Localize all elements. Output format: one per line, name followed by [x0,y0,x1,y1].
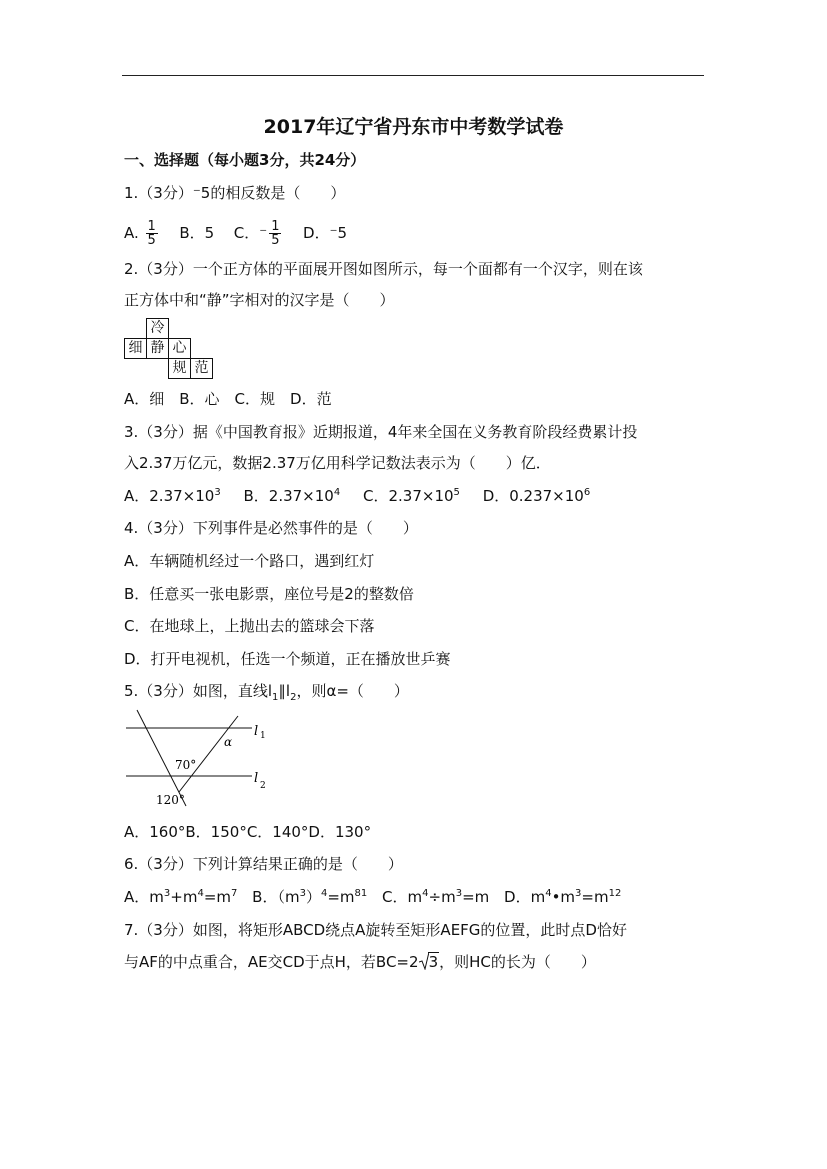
question-3-line-1: 3.（3分）据《中国教育报》近期报道，4年来全国在义务教育阶段经费累计投 [124,423,638,441]
q6-c-part: C．m [382,888,423,906]
exponent: 4 [545,888,552,899]
section-heading: 一、选择题（每小题3分，共24分） [124,151,366,169]
exponent: 81 [354,888,368,899]
fig-l1-label: l [254,724,259,739]
q6-d-part: =m [581,888,609,906]
option-c-label: C．⁻ [233,224,268,242]
fig-angle-120: 120° [156,793,185,807]
question-7-line-2 [124,952,596,972]
q6-d-part: •m [551,888,576,906]
fig-l1-sub: 1 [260,731,266,741]
fig-l2-sub: 2 [260,781,266,791]
parallel-lines-figure [124,708,274,810]
subscript: 2 [290,692,297,703]
q6-b-part: B．（m [252,888,300,906]
fraction-c-num: 1 [271,219,280,234]
q5-stem-b: ∥l [278,682,291,700]
fig-angle-70: 70° [175,758,197,772]
question-2-line-1: 2.（3分）一个正方体的平面展开图如图所示，每一个面都有一个汉字，则在该 [124,260,643,278]
q7-line-2a: 与AF的中点重合，AE交CD于点H，若BC= [124,953,410,971]
question-3-line-2: 入2.37万亿元，数据2.37万亿用科学记数法表示为（ ）亿． [124,454,551,472]
option-d: D．0.237×10 [482,487,584,505]
q5-stem-c: ，则α=（ ） [296,682,409,700]
fraction-c [269,220,281,247]
question-1-options [124,220,347,247]
sqrt-coef: 2 [409,953,419,971]
net-cell: 范 [190,358,213,379]
question-6-options [124,887,621,907]
q7-line-2b: ，则HC的长为（ ） [439,953,596,971]
exponent: 4 [422,888,429,899]
option-a: A．2.37×10 [124,487,215,505]
q6-c-part: =m [462,888,490,906]
fraction-a-num: 1 [147,219,156,234]
fraction-a [146,220,158,247]
exponent: 7 [231,888,238,899]
net-cell: 静 [146,338,169,359]
option-a-label: A. [124,224,139,242]
q6-b-part: =m [327,888,355,906]
page-title: 2017年辽宁省丹东市中考数学试卷 [263,116,564,138]
fig-alpha: α [224,735,233,749]
q6-d-part: D．m [504,888,546,906]
question-4-option-c: C．在地球上，上抛出去的篮球会下落 [124,617,375,635]
header-rule [122,75,704,76]
exponent: 4 [197,888,204,899]
exponent: 3 [163,888,171,899]
sqrt-radicand: 3 [428,953,439,971]
exponent: 4 [333,487,341,498]
fraction-a-den: 5 [147,233,156,248]
transversal-2 [179,716,238,792]
sqrt-expression [419,952,440,972]
radical-sign-icon [419,952,429,970]
fraction-c-den: 5 [271,233,280,248]
option-b: B．5 [179,224,215,242]
q6-b-part: ） [305,888,321,906]
question-5-options: A．160°B．150°C．140°D．130° [124,823,372,841]
net-cell: 心 [168,338,191,359]
net-cell: 规 [168,358,191,379]
exponent: 3 [214,487,221,498]
exponent: 5 [453,487,460,498]
net-cell: 冷 [146,318,169,339]
question-4-option-a: A．车辆随机经过一个路口，遇到红灯 [124,552,375,570]
net-cell: 细 [124,338,147,359]
option-d: D．⁻5 [303,224,348,242]
option-c: C．2.37×10 [363,487,454,505]
question-5-stem [124,681,409,701]
question-4-option-b: B．任意买一张电影票，座位号是2的整数倍 [124,585,414,603]
exponent: 3 [299,888,306,899]
question-4-option-d: D．打开电视机，任选一个频道，正在播放世乒赛 [124,650,451,668]
question-4-stem: 4.（3分）下列事件是必然事件的是（ ） [124,519,418,537]
question-2-options: A．细 B．心 C．规 D．范 [124,390,332,408]
question-6-stem: 6.（3分）下列计算结果正确的是（ ） [124,855,403,873]
exponent: 4 [320,888,328,899]
q6-a-part: +m [170,888,198,906]
exponent: 3 [575,888,582,899]
q6-a-part: =m [203,888,231,906]
exponent: 3 [455,888,463,899]
question-2-line-2: 正方体中和“静”字相对的汉字是（ ） [124,291,395,309]
fig-l2-label: l [254,771,259,786]
exponent: 6 [583,487,591,498]
q6-c-part: ÷m [428,888,456,906]
question-1-stem: 1.（3分）⁻5的相反数是（ ） [124,184,346,202]
option-b: B．2.37×10 [243,487,334,505]
question-3-options [124,486,590,506]
cube-net-figure [124,318,214,380]
question-7-line-1: 7.（3分）如图，将矩形ABCD绕点A旋转至矩形AEFG的位置，此时点D恰好 [124,921,627,939]
subscript: 1 [272,692,279,703]
exponent: 12 [608,888,622,899]
q6-a-part: A．m [124,888,164,906]
q5-stem-a: 5.（3分）如图，直线l [124,682,273,700]
